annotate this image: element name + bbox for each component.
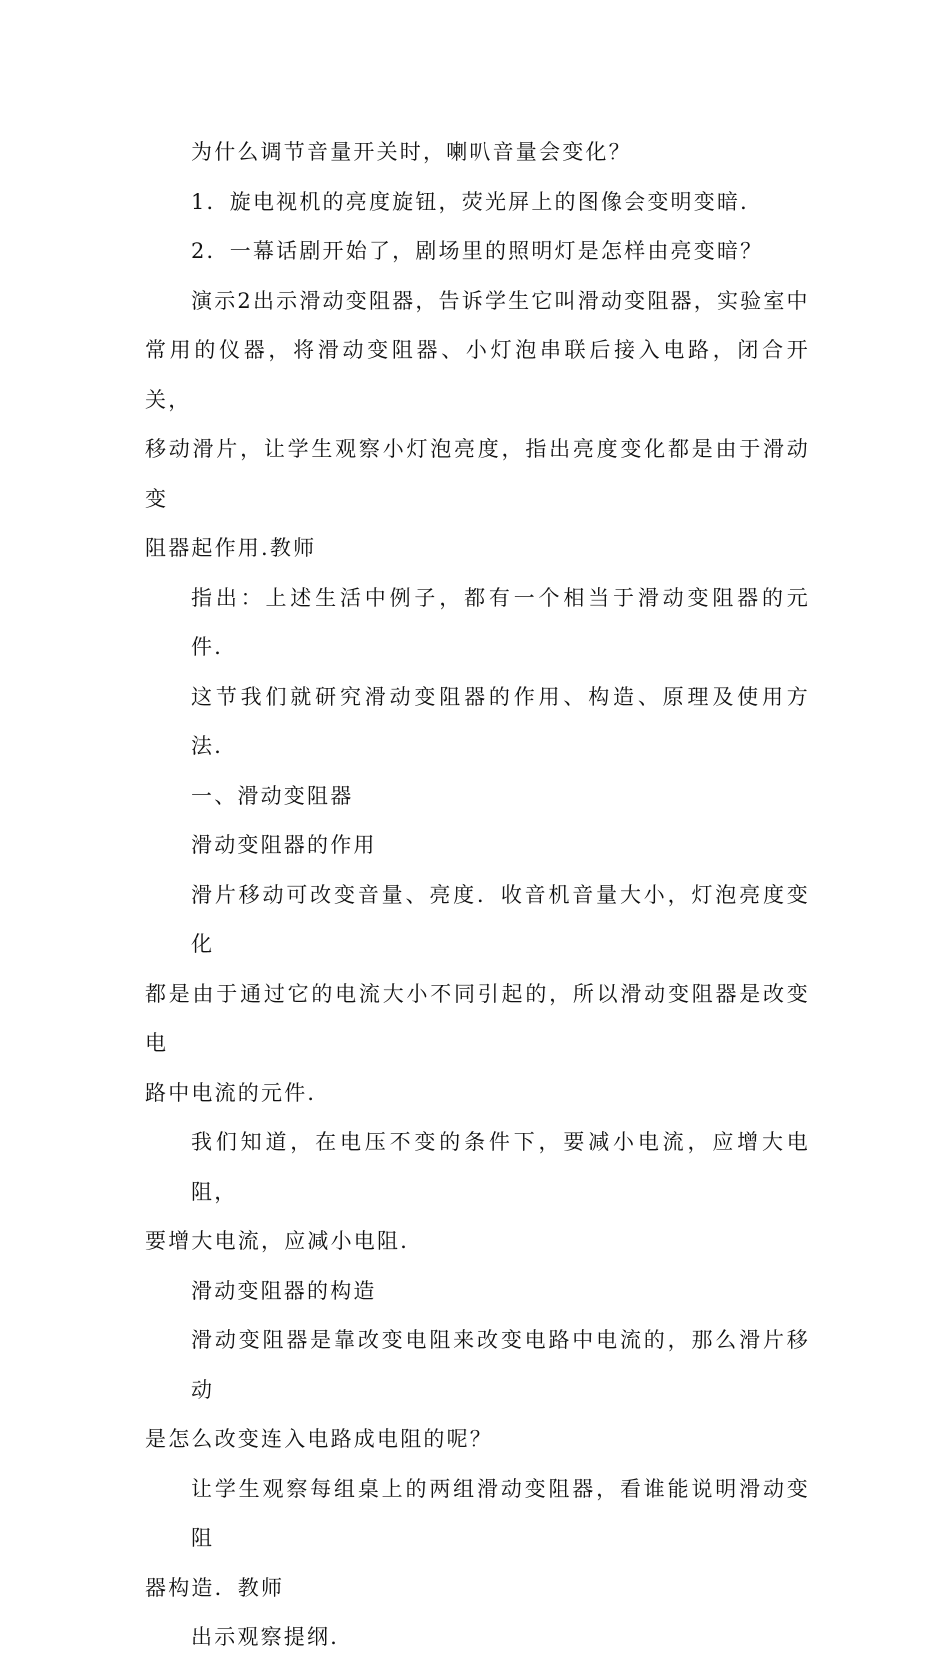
text-line: 常用的仪器，将滑动变阻器、小灯泡串联后接入电路，闭合开关， — [145, 338, 810, 412]
text-line: 器构造．教师 — [145, 1575, 285, 1600]
text-line: 阻器起作用.教师 — [145, 536, 317, 560]
paragraph-1 — [145, 128, 810, 178]
text-line: 为什么调节音量开关时，喇叭音量会变化？ — [191, 140, 632, 164]
paragraph-3 — [145, 227, 810, 277]
text-line: 我们知道，在电压不变的条件下，要减小电流，应增大电阻， — [191, 1130, 810, 1204]
text-line: 出示观察提纲． — [191, 1625, 354, 1649]
text-line: 要增大电流，应减小电阻． — [145, 1229, 424, 1253]
paragraph-10 — [145, 1118, 810, 1267]
text-line: 2．一幕话剧开始了，剧场里的照明灯是怎样由亮变暗？ — [191, 239, 764, 263]
text-line: 路中电流的元件． — [145, 1080, 331, 1105]
text-line: 滑动变阻器的构造 — [191, 1278, 377, 1303]
subsection-heading-function — [145, 821, 810, 871]
paragraph-2 — [145, 178, 810, 228]
paragraph-14 — [145, 1613, 810, 1663]
subsection-heading-structure — [145, 1267, 810, 1317]
text-line: 滑片移动可改变音量、亮度．收音机音量大小，灯泡亮度变化 — [191, 882, 810, 956]
text-line: 让学生观察每组桌上的两组滑动变阻器，看谁能说明滑动变阻 — [191, 1476, 810, 1550]
paragraph-9 — [145, 871, 810, 1119]
text-line: 是怎么改变连入电路成电阻的呢？ — [145, 1427, 493, 1451]
section-heading — [145, 772, 810, 822]
text-line: 滑动变阻器的作用 — [191, 833, 377, 857]
text-line: 指出：上述生活中例子，都有一个相当于滑动变阻器的元件． — [191, 585, 810, 659]
text-line: 都是由于通过它的电流大小不同引起的，所以滑动变阻器是改变电 — [145, 981, 810, 1055]
text-line: 移动滑片，让学生观察小灯泡亮度，指出亮度变化都是由于滑动变 — [145, 437, 810, 511]
paragraph-6 — [145, 673, 810, 772]
paragraph-5 — [145, 574, 810, 673]
text-line: 这节我们就研究滑动变阻器的作用、构造、原理及使用方法． — [191, 684, 810, 758]
text-line: 一、滑动变阻器 — [191, 783, 354, 808]
text-line: 演示2出示滑动变阻器，告诉学生它叫滑动变阻器，实验室中 — [191, 288, 810, 313]
text-line: 滑动变阻器是靠改变电阻来改变电路中电流的，那么滑片移动 — [191, 1328, 810, 1402]
paragraph-12 — [145, 1316, 810, 1465]
document-body — [145, 128, 810, 1663]
paragraph-13 — [145, 1465, 810, 1614]
text-line: 1．旋电视机的亮度旋钮，荧光屏上的图像会变明变暗． — [191, 189, 764, 214]
paragraph-4 — [145, 277, 810, 574]
